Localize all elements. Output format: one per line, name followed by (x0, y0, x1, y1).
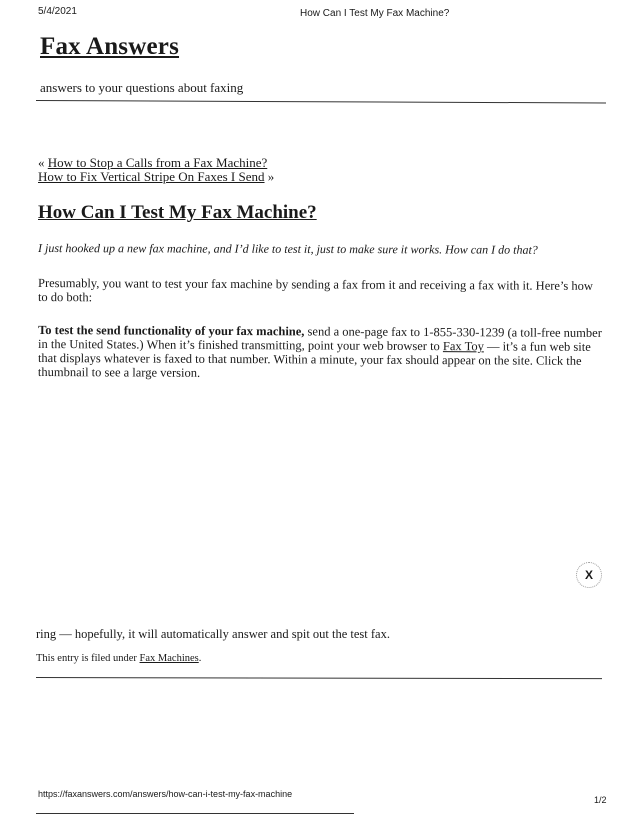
category-link[interactable]: Fax Machines (139, 653, 199, 664)
post-title[interactable]: How Can I Test My Fax Machine? (38, 202, 317, 223)
site-title[interactable]: Fax Answers (40, 33, 180, 60)
send-test-text-1: send a one-page fax to 1-855-330-1239 (a toll-free number in the United States.) When it’s finished transmitting, point your web browser to (38, 324, 602, 354)
ring-paragraph: ring — hopefully, it will automatically answer and spit out the test fax. (36, 627, 390, 641)
footer-divider (36, 677, 602, 679)
site-tagline: answers to your questions about faxing (40, 80, 244, 95)
send-test-paragraph (38, 323, 610, 382)
fax-toy-link[interactable]: Fax Toy (442, 339, 484, 354)
filed-suffix: . (198, 653, 202, 664)
post-question: I just hooked up a new fax machine, and I’d like to test it, just to make sure it works. How can I do that? (37, 241, 538, 257)
prev-post-link[interactable]: How to Stop a Calls from a Fax Machine? (47, 155, 268, 170)
print-header-title: How Can I Test My Fax Machine? (300, 8, 450, 19)
header-divider (36, 100, 606, 103)
send-test-heading: To test the send functionality of your fax machine, (38, 323, 305, 339)
next-post-link[interactable]: How to Fix Vertical Stripe On Faxes I Send (38, 169, 265, 184)
print-footer-rule (36, 813, 354, 814)
print-date: 5/4/2021 (38, 6, 77, 17)
send-test-text-2: — it’s a fun web site that displays whatever is faxed to that number. Within a minute, your fax should appear on the site. Click the thumbnail to see a large version. (37, 339, 591, 380)
print-footer-url: https://faxanswers.com/answers/how-can-i-test-my-fax-machine (38, 789, 293, 799)
next-arrow: » (267, 169, 275, 184)
page-number: 1/2 (594, 795, 607, 805)
filed-under (36, 653, 201, 664)
close-icon[interactable]: X (576, 562, 602, 588)
post-intro: Presumably, you want to test your fax machine by sending a fax from it and receiving a fax with it. Here’s how to do both: (37, 276, 594, 305)
filed-prefix: This entry is filed under (36, 653, 140, 664)
post-navigation (38, 156, 274, 184)
prev-arrow: « (38, 155, 45, 170)
